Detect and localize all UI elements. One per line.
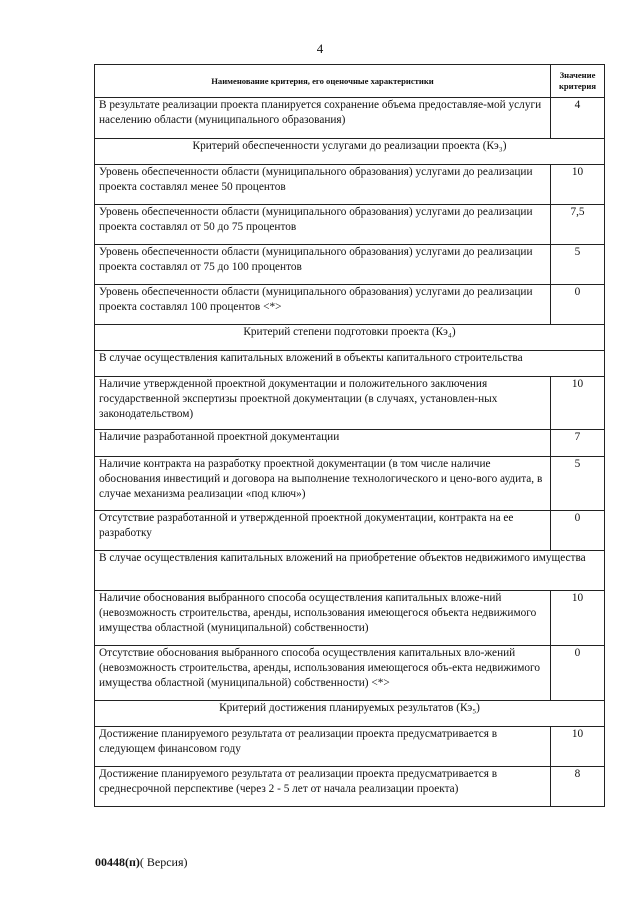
table-row xyxy=(95,430,605,457)
section-title: Критерий достижения планируемых результатов (Кэ₅) xyxy=(95,701,605,727)
criterion-text: Наличие утвержденной проектной документации и положительного заключения государственной экспертизы проектной документации (в случаях, установлен-ных законодательством) xyxy=(95,377,551,430)
criterion-value: 10 xyxy=(551,727,605,767)
criterion-value: 5 xyxy=(551,245,605,285)
criterion-value: 7,5 xyxy=(551,205,605,245)
criterion-text: Отсутствие разработанной и утвержденной проектной документации, контракта на ее разработку xyxy=(95,511,551,551)
criterion-value: 0 xyxy=(551,285,605,325)
table-row xyxy=(95,646,605,701)
criterion-text: Уровень обеспеченности области (муниципального образования) услугами до реализации проекта составлял от 50 до 75 процентов xyxy=(95,205,551,245)
header-criterion-value: Значение критерия xyxy=(551,65,605,98)
criterion-text: Достижение планируемого результата от реализации проекта предусматривается в следующем финансовом году xyxy=(95,727,551,767)
criterion-text: Достижение планируемого результата от реализации проекта предусматривается в среднесрочной перспективе (через 2 - 5 лет от начала реализации проекта) xyxy=(95,767,551,807)
table-row xyxy=(95,457,605,511)
criterion-text: Уровень обеспеченности области (муниципального образования) услугами до реализации проекта составлял менее 50 процентов xyxy=(95,165,551,205)
criterion-value: 0 xyxy=(551,646,605,701)
criterion-value: 4 xyxy=(551,98,605,139)
subheading-row xyxy=(95,551,605,591)
table-row xyxy=(95,285,605,325)
table-row xyxy=(95,165,605,205)
criterion-value: 5 xyxy=(551,457,605,511)
table-row xyxy=(95,245,605,285)
table-row xyxy=(95,377,605,430)
subheading-row xyxy=(95,351,605,377)
table-row xyxy=(95,727,605,767)
document-version-label: ( Версия) xyxy=(139,855,188,869)
criterion-value: 10 xyxy=(551,591,605,646)
table-row xyxy=(95,511,605,551)
section-row xyxy=(95,139,605,165)
table-row xyxy=(95,98,605,139)
table-row xyxy=(95,767,605,807)
table-row xyxy=(95,205,605,245)
subheading-text: В случае осуществления капитальных вложений на приобретение объектов недвижимого имущества xyxy=(95,551,605,591)
criterion-text: Отсутствие обоснования выбранного способа осуществления капитальных вло-жений (невозможность строительства, аренды, использования имеющегося объ-екта недвижимого имущества областной (муниципальной) собственности) <*> xyxy=(95,646,551,701)
document-footer xyxy=(95,855,188,870)
subheading-text: В случае осуществления капитальных вложений в объекты капитального строительства xyxy=(95,351,605,377)
criterion-text: Уровень обеспеченности области (муниципального образования) услугами до реализации проекта составлял 100 процентов <*> xyxy=(95,285,551,325)
document-code: 00448(п) xyxy=(95,855,140,869)
criterion-value: 0 xyxy=(551,511,605,551)
criterion-value: 8 xyxy=(551,767,605,807)
criterion-text: Наличие обоснования выбранного способа осуществления капитальных вложе-ний (невозможность строительства, аренды, использования имеющегося объекта недвижимого имущества областной (муниципальной) собственности) xyxy=(95,591,551,646)
criterion-text: Уровень обеспеченности области (муниципального образования) услугами до реализации проекта составлял от 75 до 100 процентов xyxy=(95,245,551,285)
criterion-text: Наличие контракта на разработку проектной документации (в том числе наличие обоснования инвестиций и договора на выполнение технологического и цено-вого аудита, в случае механизма реализации «под ключ») xyxy=(95,457,551,511)
criterion-text: Наличие разработанной проектной документации xyxy=(95,430,551,457)
criterion-value: 7 xyxy=(551,430,605,457)
page-number: 4 xyxy=(316,41,324,56)
section-row xyxy=(95,701,605,727)
header-criterion-name: Наименование критерия, его оценочные характеристики xyxy=(95,65,551,98)
criteria-table xyxy=(94,64,605,807)
section-row xyxy=(95,325,605,351)
table-row xyxy=(95,591,605,646)
table-header-row xyxy=(95,65,605,98)
section-title: Критерий обеспеченности услугами до реализации проекта (Кэ₃) xyxy=(95,139,605,165)
criterion-value: 10 xyxy=(551,377,605,430)
criterion-text: В результате реализации проекта планируется сохранение объема предоставляе-мой услуги населению области (муниципального образования) xyxy=(95,98,551,139)
criterion-value: 10 xyxy=(551,165,605,205)
section-title: Критерий степени подготовки проекта (Кэ₄) xyxy=(95,325,605,351)
